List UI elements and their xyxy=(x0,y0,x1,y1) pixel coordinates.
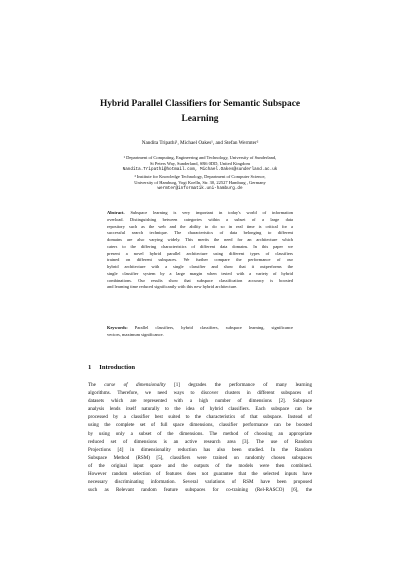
affiliation-line: St Peters Way, Sunderland, SR6 0DD, United Kingdom xyxy=(149,161,250,167)
author-emails: Nandita.Tripathi@hotmail.com, Michael.Oakes@sunderland.ac.uk xyxy=(122,167,278,173)
affiliation-line: University of Hamburg, Vogt Koelln, Str. 30, 22527 Hamburg , Germany xyxy=(134,179,266,185)
abstract-line: trained on different subspaces. We further compare the performance of our xyxy=(107,257,293,263)
abstract-line: present a novel hybrid parallel architecture using different types of classifiers xyxy=(107,250,293,256)
intro-line: processed by a classifier best suited to the characteristics of that subspace. Instead of xyxy=(88,414,312,421)
intro-paragraph xyxy=(88,381,312,494)
abstract-line: domains are also varying widely. This merits the need for an architecture which xyxy=(107,237,293,242)
abstract-line: successful search technique. The characteristics of data belonging to different xyxy=(107,230,293,236)
keywords-line-text: Parallel classifiers, hybrid classifiers, subspace learning, significance xyxy=(134,325,293,330)
section-title: Introduction xyxy=(99,364,136,371)
intro-line: using the complete set of full space dimensions, classifier performance can be boosted xyxy=(88,422,312,429)
affiliation-line: ² Institute for Knowledge Technology, Department of Computer Science, xyxy=(134,173,266,179)
author-list: Nandita Tripathi¹, Michael Oakes¹, and Stefan Wermter² xyxy=(141,140,259,146)
intro-line: analysis lends itself naturally to the idea of hybrid classifiers. Each subspace can be xyxy=(88,406,312,413)
section-number: 1 xyxy=(88,364,92,371)
intro-line: of the original input space and the outputs of the models were then combined. xyxy=(88,462,312,469)
abstract-line xyxy=(107,210,293,217)
intro-line: datasets which are represented with a high number of dimensions [2]. Subspace xyxy=(88,398,312,405)
abstract-label: Abstract. xyxy=(107,210,125,215)
abstract-line: combinations. Our results show that subspace classification accuracy is boosted xyxy=(107,277,293,283)
author-email: wermter@informatik.uni-hamburg.de xyxy=(157,186,243,192)
intro-line: by using only a subset of the dimensions. The method of choosing an appropriate xyxy=(88,430,312,437)
abstract-line: single classifier system by a large margin when tested with a variety of hybrid xyxy=(107,270,293,276)
abstract-line: repository such as the web and the ability to do so in real time is critical for a xyxy=(107,223,293,229)
keywords-label: Keywords: xyxy=(107,325,128,330)
abstract-line: hybrid architecture with a single classifier and show that it outperforms the xyxy=(107,264,293,269)
keywords-line: vectors, maximum significance. xyxy=(107,331,164,337)
abstract-line-text: Subspace learning is very important in today's world of information xyxy=(130,210,294,215)
affiliation-line: ¹ Department of Computing, Engineering and Technology, University of Sunderland, xyxy=(123,155,277,160)
affiliations xyxy=(60,155,340,192)
intro-line: Subspace Method (RSM) [5], classifiers were trained on randomly chosen subspaces xyxy=(88,454,312,461)
intro-line: Projections [4] in dimensionality reduction has also been studied. In the Random xyxy=(88,446,312,453)
abstract-line: and learning time reduced significantly with this new hybrid architecture. xyxy=(107,284,238,290)
intro-line: algorithms. Therefore, we need ways to discover clusters in different subspaces of xyxy=(88,390,312,397)
title-line: Hybrid Parallel Classifiers for Semantic Subspace xyxy=(99,99,301,109)
abstract-line: overload. Distinguishing between categories within a subset of a large data xyxy=(107,216,293,222)
intro-line: However random selection of features does not guarantee that the selected inputs have xyxy=(88,471,312,478)
intro-line: such as Relevant random feature subspaces for co-training (Rel-RASCO) [6], the xyxy=(88,487,312,494)
intro-line: necessary discriminating information. Several variations of RSM have been proposed xyxy=(88,479,312,486)
keywords xyxy=(107,325,293,339)
paper-title xyxy=(70,97,330,126)
title-line: Learning xyxy=(181,113,219,124)
intro-line-first: The curse of dimensionality [1] degrades the performance of many learning xyxy=(88,382,312,388)
abstract-line: caters to the differing characteristics of different data domains. In this paper we xyxy=(107,243,293,249)
italic-term: curse of dimensionality xyxy=(104,382,166,388)
abstract xyxy=(107,210,293,291)
keywords-line xyxy=(107,325,293,332)
section-heading xyxy=(88,364,135,371)
intro-line: reduced set of dimensions is an active research area [3]. The use of Random xyxy=(88,438,312,445)
